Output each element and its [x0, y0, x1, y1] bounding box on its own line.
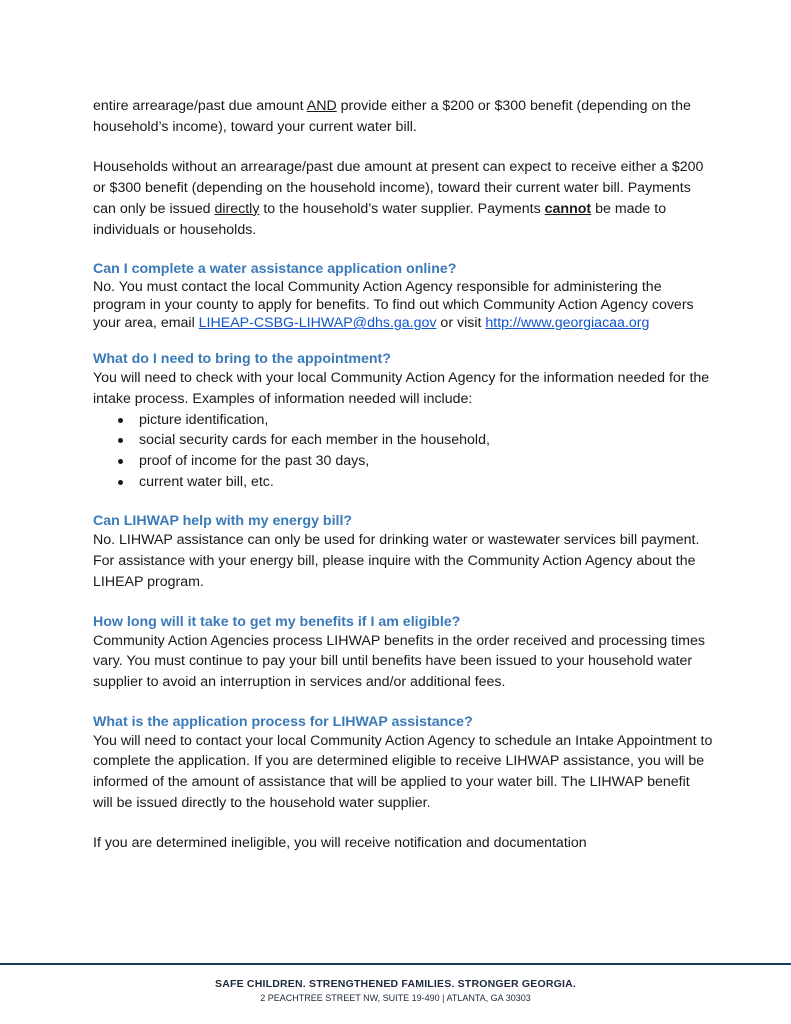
answer-bring-appointment: You will need to check with your local Community Action Agency for the information needed for the intake process. Examples of information needed will include: — [93, 370, 710, 407]
list-item: proof of income for the past 30 days, — [93, 451, 713, 472]
required-items-list — [93, 410, 713, 493]
answer-how-long: Community Action Agencies process LIHWAP benefits in the order received and processing times vary. You must continue to pay your bill until benefits have been issued to your household water supplier to avoid an interruption in services and/or additional fees. — [93, 632, 705, 690]
website-link[interactable]: http://www.georgiacaa.org — [485, 315, 650, 332]
question-application-process: What is the application process for LIHWAP assistance? — [93, 713, 473, 730]
footer-address: 2 PEACHTREE STREET NW, SUITE 19-490 | ATLANTA, GA 30303 — [260, 993, 531, 1003]
bullet-icon — [118, 418, 123, 423]
answer-application-process: You will need to contact your local Community Action Agency to schedule an Intake Appointment to complete the application. If you are determined eligible to receive LIHWAP assistance, you will be informed of the amount of assistance that will be applied to your water bill. The LIHWAP benefit will be issued directly to the household water supplier. — [93, 732, 713, 811]
emphasis-and: AND — [306, 98, 337, 114]
question-energy-bill: Can LIHWAP help with my energy bill? — [93, 513, 353, 530]
question-bring-appointment: What do I need to bring to the appointment? — [93, 351, 391, 368]
document-body — [93, 96, 713, 854]
question-apply-online: Can I complete a water assistance application online? — [93, 261, 457, 278]
ineligible-paragraph: If you are determined ineligible, you will receive notification and documentation — [93, 835, 587, 852]
bullet-icon — [118, 480, 123, 485]
answer-energy-bill: No. LIHWAP assistance can only be used for drinking water or wastewater services bill payment. For assistance with your energy bill, please inquire with the Community Action Agency about the LIHEAP program. — [93, 532, 700, 590]
intro-paragraph-2: Households without an arrearage/past due amount at present can expect to receive either a $200 or $300 benefit (depending on the household income), toward their current water bill. Payments can only be issued directly to the household’s water supplier. Payments cannot be made to individuals or households. — [93, 159, 704, 238]
footer-divider — [0, 963, 791, 965]
list-item: social security cards for each member in the household, — [93, 430, 713, 451]
list-item: current water bill, etc. — [93, 472, 713, 493]
list-item: picture identification, — [93, 410, 713, 431]
intro-paragraph-1: entire arrearage/past due amount AND provide either a $200 or $300 benefit (depending on the household’s income), toward your current water bill. — [93, 98, 691, 135]
emphasis-cannot: cannot — [544, 200, 592, 217]
bullet-icon — [118, 438, 123, 443]
emphasis-directly: directly — [214, 200, 260, 217]
footer-tagline: SAFE CHILDREN. STRENGTHENED FAMILIES. STRONGER GEORGIA. — [214, 978, 577, 990]
answer-apply-online: No. You must contact the local Community Action Agency responsible for administering the program in your county to apply for benefits. To find out which Community Action Agency covers your area, email LIHEAP-CSBG-LIHWAP@dhs.ga.gov or visit http://www.georgiacaa.org — [93, 279, 694, 332]
email-link[interactable]: LIHEAP-CSBG-LIHWAP@dhs.ga.gov — [198, 315, 437, 332]
bullet-icon — [118, 459, 123, 464]
question-how-long: How long will it take to get my benefits if I am eligible? — [93, 613, 461, 630]
